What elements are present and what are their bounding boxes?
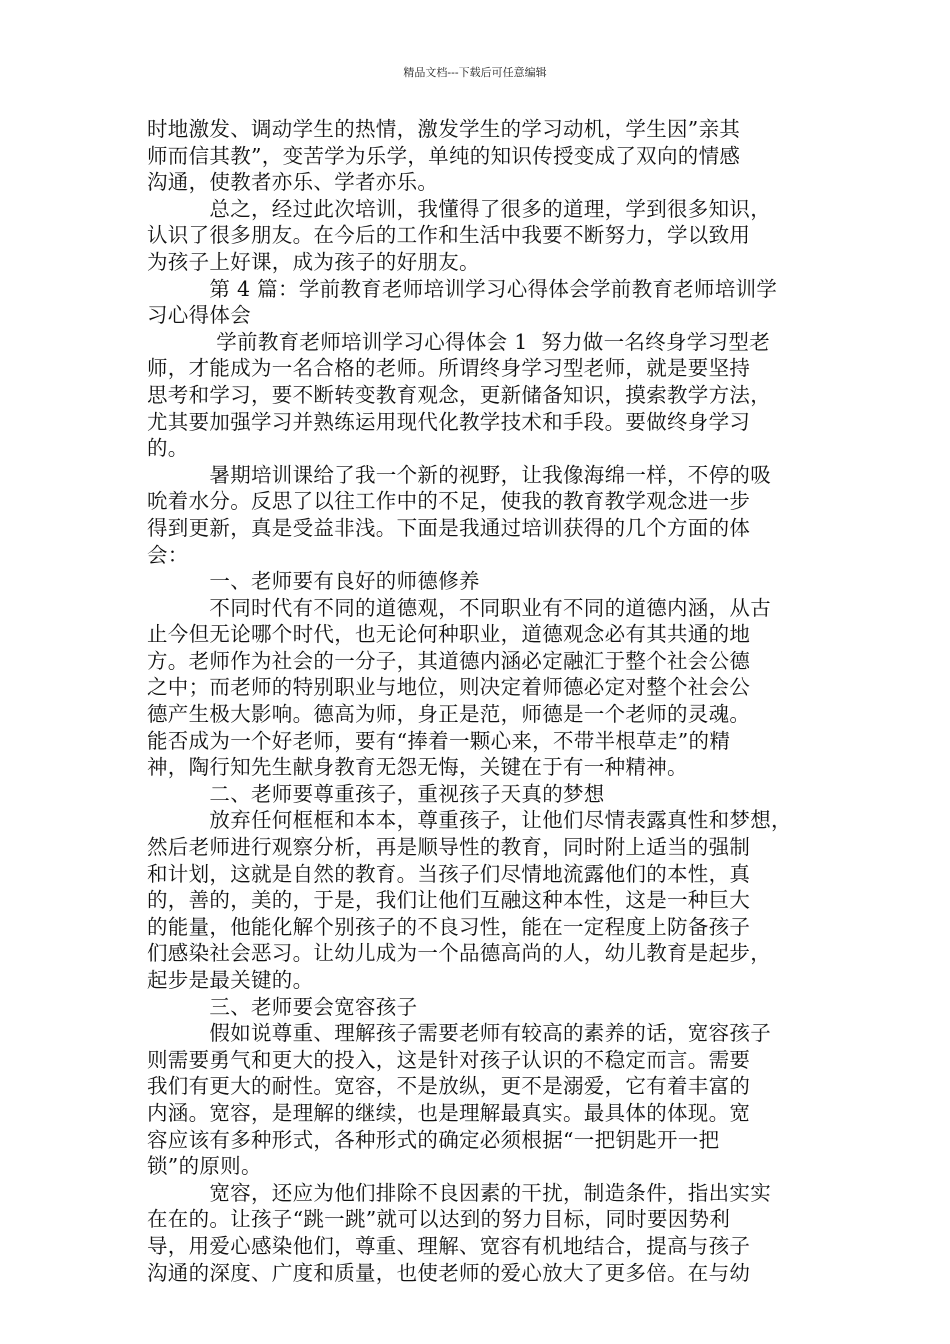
text-line: 认识了很多朋友。在今后的工作和生活中我要不断努力，学以致用	[147, 223, 751, 248]
text-line: 二、老师要尊重孩子，重视孩子天真的梦想	[147, 781, 605, 806]
text-line: 总之，经过此次培训，我懂得了很多的道理，学到很多知识，	[147, 196, 771, 221]
text-line: 的。	[147, 436, 189, 461]
text-line: 在在的。让孩子“跳一跳”就可以达到的努力目标，同时要因势利	[147, 1207, 731, 1232]
text-line: 第 4 篇：学前教育老师培训学习心得体会学前教育老师培训学	[147, 276, 778, 301]
text-line: 德产生极大影响。德高为师，身正是范，师德是一个老师的灵魂。	[147, 702, 751, 727]
text-line: 则需要勇气和更大的投入，这是针对孩子认识的不稳定而言。需要	[147, 1047, 751, 1072]
text-line: 吮着水分。反思了以往工作中的不足，使我的教育教学观念进一步	[147, 489, 751, 514]
text-line: 会：	[147, 542, 189, 567]
text-line: 假如说尊重、理解孩子需要老师有较高的素养的话，宽容孩子	[147, 1021, 771, 1046]
text-line: 师，才能成为一名合格的老师。所谓终身学习型老师，就是要坚持	[147, 356, 751, 381]
page-header: 精品文档---下载后可任意编辑	[403, 66, 547, 79]
text-line: 的能量，他能化解个别孩子的不良习性，能在一定程度上防备孩子	[147, 914, 751, 939]
text-line: 时地激发、调动学生的热情，激发学生的学习动机，学生因”亲其	[147, 117, 741, 141]
text-line: 沟通，使教者亦乐、学者亦乐。	[147, 170, 439, 195]
text-line: 止今但无论哪个时代，也无论何种职业，道德观念必有其共通的地	[147, 622, 751, 647]
text-line: 一、老师要有良好的师德修养	[147, 569, 480, 594]
text-line: 学前教育老师培训学习心得体会 1 努力做一名终身学习型老	[147, 329, 771, 354]
text-line: 们感染社会恶习。让幼儿成为一个品德高尚的人，幼儿教育是起步，	[147, 941, 771, 966]
text-line: 起步是最关键的。	[147, 968, 314, 992]
text-line: 沟通的深度、广度和质量，也使老师的爱心放大了更多倍。在与幼	[147, 1260, 751, 1285]
text-line: 能否成为一个好老师，要有“捧着一颗心来，不带半根草走”的精	[147, 728, 731, 753]
text-line: 的，善的，美的，于是，我们让他们互融这种本性，这是一种巨大	[147, 888, 751, 913]
text-line: 我们有更大的耐性。宽容，不是放纵，更不是溺爱，它有着丰富的	[147, 1074, 751, 1099]
text-line: 锁”的原则。	[147, 1154, 262, 1179]
text-line: 导，用爱心感染他们，尊重、理解、宽容有机地结合，提高与孩子	[147, 1233, 751, 1258]
text-line: 为孩子上好课，成为孩子的好朋友。	[147, 249, 480, 274]
document-body	[147, 116, 827, 1286]
text-line: 容应该有多种形式，各种形式的确定必须根据“一把钥匙开一把	[147, 1127, 720, 1152]
text-line: 然后老师进行观察分析，再是顺导性的教育，同时附上适当的强制	[147, 835, 751, 860]
text-line: 宽容，还应为他们排除不良因素的干扰，制造条件，指出实实	[147, 1180, 771, 1205]
text-line: 神，陶行知先生献身教育无怨无悔，关键在于有一种精神。	[147, 755, 688, 780]
text-line: 尤其要加强学习并熟练运用现代化教学技术和手段。要做终身学习	[147, 409, 751, 434]
text-line: 不同时代有不同的道德观，不同职业有不同的道德内涵，从古	[147, 595, 771, 620]
text-line: 内涵。宽容，是理解的继续，也是理解最真实。最具体的体现。宽	[147, 1100, 751, 1125]
text-line: 和计划，这就是自然的教育。当孩子们尽情地流露他们的本性，真	[147, 861, 751, 886]
text-line: 三、老师要会宽容孩子	[147, 994, 418, 1019]
text-line: 暑期培训课给了我一个新的视野，让我像海绵一样，不停的吸	[147, 462, 771, 487]
text-line: 师而信其教”，变苦学为乐学，单纯的知识传授变成了双向的情感	[147, 143, 741, 168]
text-line: 习心得体会	[147, 303, 251, 328]
text-line: 得到更新，真是受益非浅。下面是我通过培训获得的几个方面的体	[147, 515, 751, 540]
text-line: 方。老师作为社会的一分子，其道德内涵必定融汇于整个社会公德	[147, 648, 751, 673]
text-line: 思考和学习，要不断转变教育观念，更新储备知识，摸索教学方法，	[147, 382, 771, 407]
text-line: 放弃任何框框和本本，尊重孩子，让他们尽情表露真性和梦想，	[147, 808, 792, 833]
text-line: 之中；而老师的特别职业与地位，则决定着师德必定对整个社会公	[147, 675, 751, 700]
